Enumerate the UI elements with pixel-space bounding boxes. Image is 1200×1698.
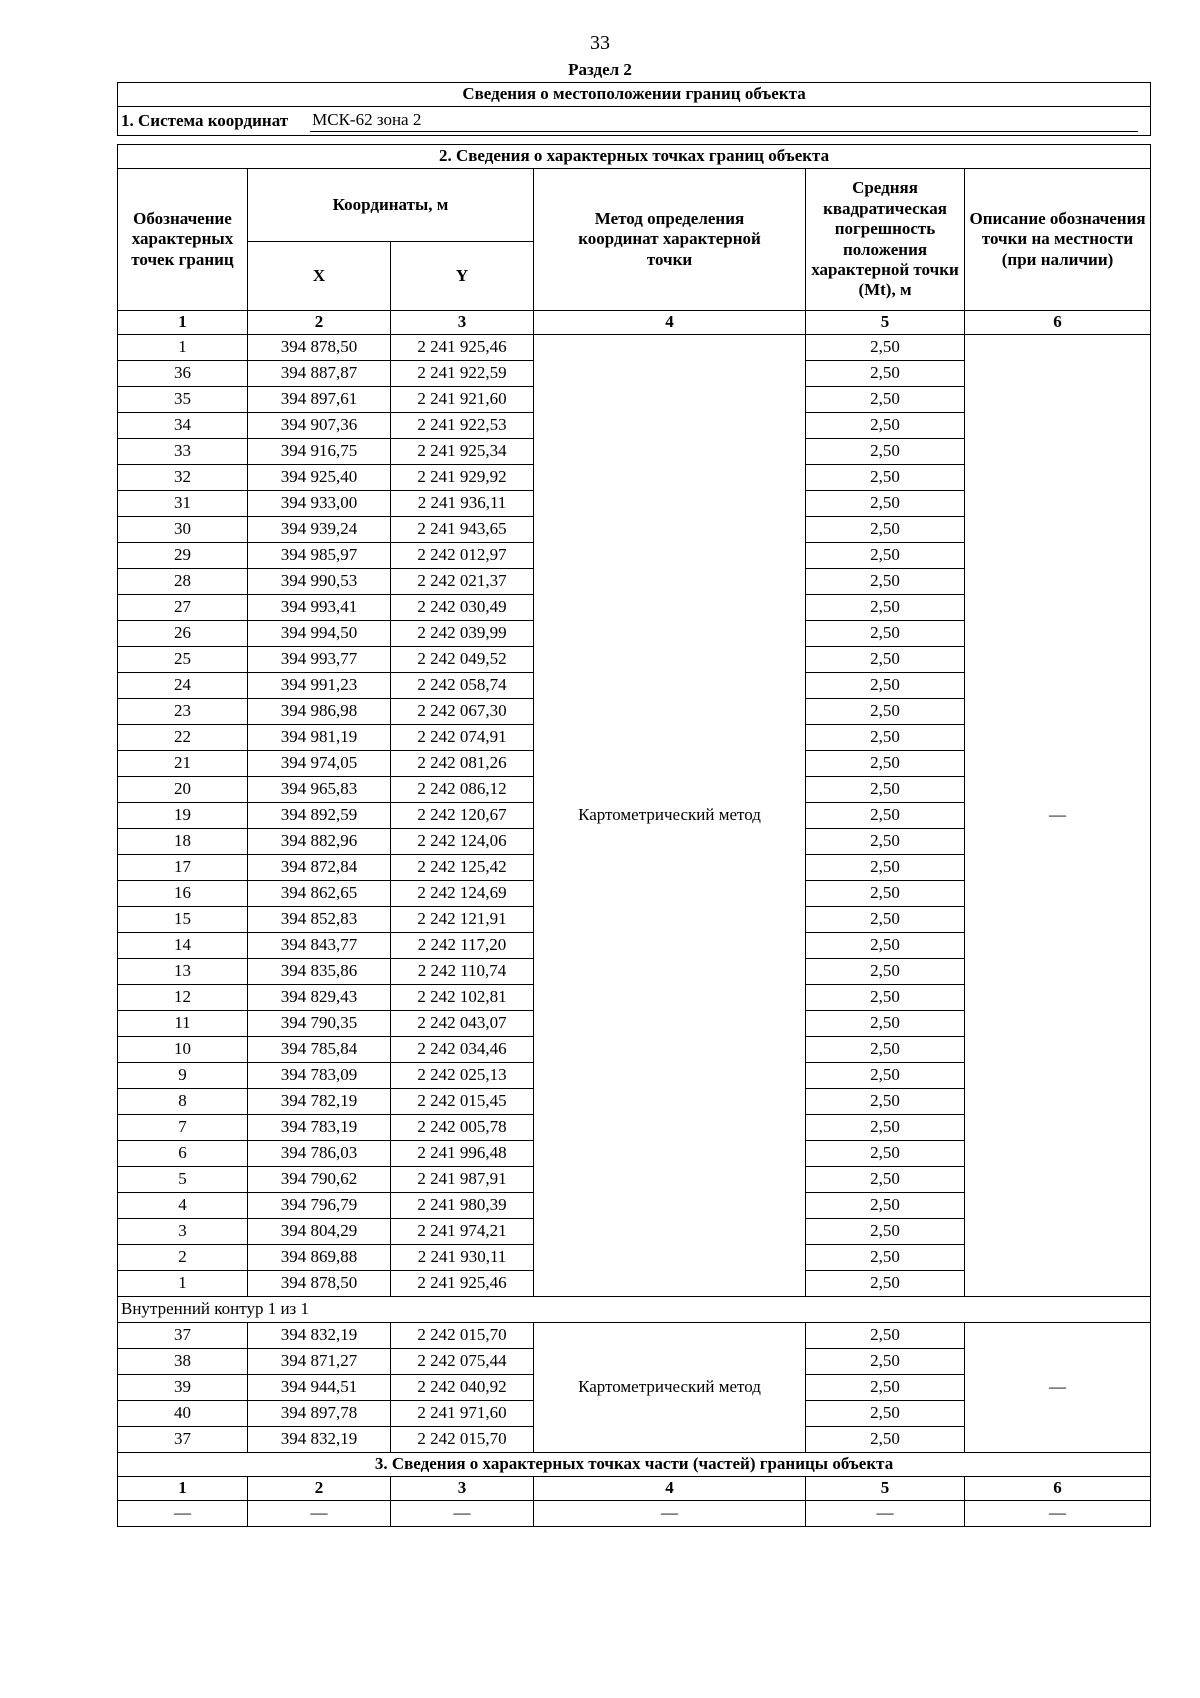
y-coordinate: 2 242 124,06 (391, 829, 534, 855)
point-id: 15 (118, 907, 248, 933)
x-coordinate: 394 782,19 (248, 1089, 391, 1115)
coord-system-row (118, 107, 1151, 136)
description-cell: — (965, 1323, 1151, 1453)
y-coordinate: 2 241 936,11 (391, 491, 534, 517)
header-y: Y (391, 242, 534, 311)
x-coordinate: 394 832,19 (248, 1427, 391, 1453)
error-value: 2,50 (806, 1193, 965, 1219)
y-coordinate: 2 241 930,11 (391, 1245, 534, 1271)
error-value: 2,50 (806, 907, 965, 933)
y-coordinate: 2 242 012,97 (391, 543, 534, 569)
header-method: Метод определения координат характерной точки (534, 169, 806, 311)
point-id: 16 (118, 881, 248, 907)
x-coordinate: 394 916,75 (248, 439, 391, 465)
error-value: 2,50 (806, 1401, 965, 1427)
point-id: 4 (118, 1193, 248, 1219)
x-coordinate: 394 944,51 (248, 1375, 391, 1401)
x-coordinate: 394 871,27 (248, 1349, 391, 1375)
coord-system-label: 1. Система координат (121, 110, 289, 130)
x-coordinate: 394 991,23 (248, 673, 391, 699)
point-id: 37 (118, 1427, 248, 1453)
y-coordinate: 2 242 075,44 (391, 1349, 534, 1375)
error-value: 2,50 (806, 803, 965, 829)
x-coordinate: 394 783,19 (248, 1115, 391, 1141)
error-value: 2,50 (806, 465, 965, 491)
y-coordinate: 2 241 922,59 (391, 361, 534, 387)
error-value: 2,50 (806, 1245, 965, 1271)
y-coordinate: 2 242 124,69 (391, 881, 534, 907)
error-value: 2,50 (806, 621, 965, 647)
y-coordinate: 2 242 005,78 (391, 1115, 534, 1141)
point-id: 33 (118, 439, 248, 465)
point-id: 20 (118, 777, 248, 803)
y-coordinate: 2 241 922,53 (391, 413, 534, 439)
y-coordinate: 2 241 996,48 (391, 1141, 534, 1167)
y-coordinate: 2 242 021,37 (391, 569, 534, 595)
point-id: 11 (118, 1011, 248, 1037)
error-value: 2,50 (806, 985, 965, 1011)
part-row (118, 1501, 1151, 1527)
y-coordinate: 2 242 067,30 (391, 699, 534, 725)
error-value: 2,50 (806, 751, 965, 777)
error-value: 2,50 (806, 1323, 965, 1349)
table-row (118, 1323, 1151, 1349)
error-value: 2,50 (806, 1375, 965, 1401)
column-number-cell: 1 (118, 1477, 248, 1501)
error-value: 2,50 (806, 335, 965, 361)
column-number-cell: 5 (806, 1477, 965, 1501)
header-error: Средняя квадратическая погрешность положения характерной точки (Mt), м (806, 169, 965, 311)
error-value: 2,50 (806, 1037, 965, 1063)
x-coordinate: 394 933,00 (248, 491, 391, 517)
y-coordinate: 2 241 980,39 (391, 1193, 534, 1219)
point-id: 40 (118, 1401, 248, 1427)
error-value: 2,50 (806, 933, 965, 959)
y-coordinate: 2 241 925,34 (391, 439, 534, 465)
header-description: Описание обозначения точки на местности (при наличии) (965, 169, 1151, 311)
inner-contour-label: Внутренний контур 1 из 1 (118, 1297, 1151, 1323)
x-coordinate: 394 887,87 (248, 361, 391, 387)
error-value: 2,50 (806, 1141, 965, 1167)
y-coordinate: 2 242 058,74 (391, 673, 534, 699)
point-id: 14 (118, 933, 248, 959)
y-coordinate: 2 241 974,21 (391, 1219, 534, 1245)
y-coordinate: 2 242 074,91 (391, 725, 534, 751)
x-coordinate: 394 965,83 (248, 777, 391, 803)
coord-system-value: МСК-62 зона 2 (310, 110, 1138, 131)
x-coordinate: 394 993,41 (248, 595, 391, 621)
header-point-designation: Обозначение характерных точек границ (118, 169, 248, 311)
x-coordinate: 394 785,84 (248, 1037, 391, 1063)
boundary-table (117, 82, 1151, 1527)
point-id: 31 (118, 491, 248, 517)
empty-dash-cell: — (534, 1501, 806, 1527)
x-coordinate: 394 897,61 (248, 387, 391, 413)
error-value: 2,50 (806, 1167, 965, 1193)
empty-dash-cell: — (118, 1501, 248, 1527)
x-coordinate: 394 862,65 (248, 881, 391, 907)
x-coordinate: 394 878,50 (248, 335, 391, 361)
x-coordinate: 394 994,50 (248, 621, 391, 647)
column-number-cell: 2 (248, 1477, 391, 1501)
points-title: 2. Сведения о характерных точках границ объекта (118, 145, 1151, 169)
point-id: 1 (118, 335, 248, 361)
y-coordinate: 2 241 925,46 (391, 1271, 534, 1297)
x-coordinate: 394 925,40 (248, 465, 391, 491)
y-coordinate: 2 242 040,92 (391, 1375, 534, 1401)
y-coordinate: 2 242 025,13 (391, 1063, 534, 1089)
error-value: 2,50 (806, 1089, 965, 1115)
x-coordinate: 394 981,19 (248, 725, 391, 751)
part-title: 3. Сведения о характерных точках части (частей) границы объекта (118, 1453, 1151, 1477)
y-coordinate: 2 242 015,45 (391, 1089, 534, 1115)
error-value: 2,50 (806, 595, 965, 621)
error-value: 2,50 (806, 1011, 965, 1037)
y-coordinate: 2 242 121,91 (391, 907, 534, 933)
x-coordinate: 394 835,86 (248, 959, 391, 985)
column-number-cell: 1 (118, 311, 248, 335)
error-value: 2,50 (806, 1271, 965, 1297)
y-coordinate: 2 242 102,81 (391, 985, 534, 1011)
x-coordinate: 394 872,84 (248, 855, 391, 881)
description-cell: — (965, 335, 1151, 1297)
error-value: 2,50 (806, 1427, 965, 1453)
column-number-cell: 5 (806, 311, 965, 335)
y-coordinate: 2 241 971,60 (391, 1401, 534, 1427)
error-value: 2,50 (806, 1219, 965, 1245)
point-id: 3 (118, 1219, 248, 1245)
error-value: 2,50 (806, 387, 965, 413)
point-id: 17 (118, 855, 248, 881)
point-id: 26 (118, 621, 248, 647)
inner-contour-row (118, 1297, 1151, 1323)
y-coordinate: 2 242 015,70 (391, 1427, 534, 1453)
x-coordinate: 394 852,83 (248, 907, 391, 933)
point-id: 24 (118, 673, 248, 699)
point-id: 22 (118, 725, 248, 751)
point-id: 9 (118, 1063, 248, 1089)
point-id: 30 (118, 517, 248, 543)
point-id: 21 (118, 751, 248, 777)
point-id: 6 (118, 1141, 248, 1167)
column-number-cell: 6 (965, 1477, 1151, 1501)
x-coordinate: 394 990,53 (248, 569, 391, 595)
y-coordinate: 2 242 081,26 (391, 751, 534, 777)
x-coordinate: 394 790,35 (248, 1011, 391, 1037)
x-coordinate: 394 869,88 (248, 1245, 391, 1271)
x-coordinate: 394 804,29 (248, 1219, 391, 1245)
point-id: 34 (118, 413, 248, 439)
point-id: 18 (118, 829, 248, 855)
error-value: 2,50 (806, 699, 965, 725)
error-value: 2,50 (806, 829, 965, 855)
y-coordinate: 2 242 043,07 (391, 1011, 534, 1037)
empty-dash-cell: — (248, 1501, 391, 1527)
point-id: 7 (118, 1115, 248, 1141)
column-number-row (118, 311, 1151, 335)
y-coordinate: 2 242 015,70 (391, 1323, 534, 1349)
error-value: 2,50 (806, 673, 965, 699)
x-coordinate: 394 897,78 (248, 1401, 391, 1427)
point-id: 29 (118, 543, 248, 569)
error-value: 2,50 (806, 777, 965, 803)
error-value: 2,50 (806, 1349, 965, 1375)
x-coordinate: 394 986,98 (248, 699, 391, 725)
y-coordinate: 2 241 925,46 (391, 335, 534, 361)
error-value: 2,50 (806, 1063, 965, 1089)
point-id: 27 (118, 595, 248, 621)
x-coordinate: 394 939,24 (248, 517, 391, 543)
x-coordinate: 394 796,79 (248, 1193, 391, 1219)
spacer (118, 136, 1151, 145)
error-value: 2,50 (806, 1115, 965, 1141)
table-row (118, 335, 1151, 361)
y-coordinate: 2 241 921,60 (391, 387, 534, 413)
error-value: 2,50 (806, 439, 965, 465)
x-coordinate: 394 892,59 (248, 803, 391, 829)
empty-dash-cell: — (806, 1501, 965, 1527)
column-number-cell: 4 (534, 1477, 806, 1501)
x-coordinate: 394 829,43 (248, 985, 391, 1011)
point-id: 25 (118, 647, 248, 673)
point-id: 36 (118, 361, 248, 387)
x-coordinate: 394 832,19 (248, 1323, 391, 1349)
y-coordinate: 2 242 030,49 (391, 595, 534, 621)
point-id: 12 (118, 985, 248, 1011)
point-id: 38 (118, 1349, 248, 1375)
part-title-row (118, 1453, 1151, 1477)
y-coordinate: 2 242 086,12 (391, 777, 534, 803)
x-coordinate: 394 783,09 (248, 1063, 391, 1089)
page-number: 33 (590, 32, 610, 54)
x-coordinate: 394 907,36 (248, 413, 391, 439)
y-coordinate: 2 242 039,99 (391, 621, 534, 647)
error-value: 2,50 (806, 517, 965, 543)
y-coordinate: 2 241 943,65 (391, 517, 534, 543)
table-title: Сведения о местоположении границ объекта (118, 83, 1151, 107)
error-value: 2,50 (806, 569, 965, 595)
error-value: 2,50 (806, 647, 965, 673)
error-value: 2,50 (806, 855, 965, 881)
point-id: 13 (118, 959, 248, 985)
y-coordinate: 2 242 110,74 (391, 959, 534, 985)
empty-dash-cell: — (391, 1501, 534, 1527)
column-number-cell: 4 (534, 311, 806, 335)
y-coordinate: 2 241 987,91 (391, 1167, 534, 1193)
section-title: Раздел 2 (568, 60, 632, 79)
column-number-row (118, 1477, 1151, 1501)
column-number-cell: 2 (248, 311, 391, 335)
y-coordinate: 2 242 117,20 (391, 933, 534, 959)
point-id: 23 (118, 699, 248, 725)
x-coordinate: 394 843,77 (248, 933, 391, 959)
header-coordinates: Координаты, м (248, 169, 534, 242)
error-value: 2,50 (806, 881, 965, 907)
error-value: 2,50 (806, 725, 965, 751)
point-id: 37 (118, 1323, 248, 1349)
error-value: 2,50 (806, 413, 965, 439)
column-number-cell: 3 (391, 1477, 534, 1501)
point-id: 32 (118, 465, 248, 491)
point-id: 2 (118, 1245, 248, 1271)
method-cell: Картометрический метод (534, 335, 806, 1297)
error-value: 2,50 (806, 959, 965, 985)
x-coordinate: 394 985,97 (248, 543, 391, 569)
y-coordinate: 2 242 120,67 (391, 803, 534, 829)
error-value: 2,50 (806, 543, 965, 569)
point-id: 8 (118, 1089, 248, 1115)
y-coordinate: 2 242 049,52 (391, 647, 534, 673)
error-value: 2,50 (806, 361, 965, 387)
column-number-cell: 6 (965, 311, 1151, 335)
method-cell: Картометрический метод (534, 1323, 806, 1453)
point-id: 5 (118, 1167, 248, 1193)
point-id: 10 (118, 1037, 248, 1063)
x-coordinate: 394 974,05 (248, 751, 391, 777)
x-coordinate: 394 993,77 (248, 647, 391, 673)
empty-dash-cell: — (965, 1501, 1151, 1527)
x-coordinate: 394 882,96 (248, 829, 391, 855)
point-id: 1 (118, 1271, 248, 1297)
y-coordinate: 2 242 125,42 (391, 855, 534, 881)
y-coordinate: 2 241 929,92 (391, 465, 534, 491)
point-id: 28 (118, 569, 248, 595)
error-value: 2,50 (806, 491, 965, 517)
point-id: 35 (118, 387, 248, 413)
x-coordinate: 394 786,03 (248, 1141, 391, 1167)
column-number-cell: 3 (391, 311, 534, 335)
x-coordinate: 394 878,50 (248, 1271, 391, 1297)
x-coordinate: 394 790,62 (248, 1167, 391, 1193)
header-x: X (248, 242, 391, 311)
point-id: 39 (118, 1375, 248, 1401)
y-coordinate: 2 242 034,46 (391, 1037, 534, 1063)
point-id: 19 (118, 803, 248, 829)
